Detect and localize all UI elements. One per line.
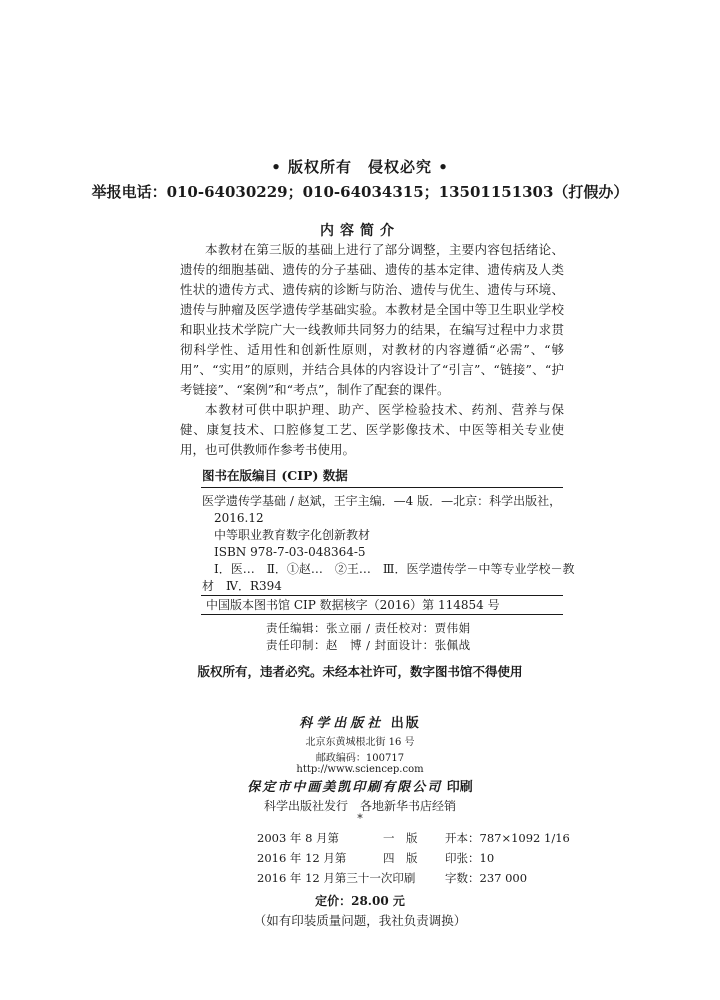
edition-date: 2003 年 8 月第	[257, 831, 340, 845]
edition-date: 2016 年 12 月第	[257, 851, 347, 865]
summary-paragraph: 本教材可供中职护理、助产、医学检验技术、药剂、营养与保健、康复技术、口腔修复工艺、医学影像技术、中医等相关专业使用，也可供教师作参考书使用。	[180, 402, 564, 457]
cip-line: 中等职业教育数字化创新教材	[214, 528, 371, 542]
rights-statement: 版权所有，违者必究。未经本社许可，数字图书馆不得使用	[197, 664, 523, 679]
edition-row	[257, 848, 570, 868]
quality-note: （如有印装质量问题，我社负责调换）	[253, 913, 467, 928]
word-count: 字数：237 000	[445, 871, 528, 885]
separator-star: *	[357, 812, 363, 825]
price: 定价：28.00 元	[315, 894, 405, 908]
publisher-name: 科学出版社	[299, 716, 385, 731]
cip-line: Ⅰ．医… Ⅱ．①赵… ②王… Ⅲ．医学遗传学－中等专业学校－教	[214, 562, 575, 576]
cip-line: 2016.12	[214, 511, 264, 525]
cip-number: 中国版本图书馆 CIP 数据核字（2016）第 114854 号	[206, 598, 500, 612]
printer-action: 印刷	[446, 780, 473, 795]
publisher-address: 北京东黄城根北街 16 号	[305, 737, 415, 748]
edition-number: 四 版	[383, 851, 418, 865]
editor-credits: 责任编辑：张立丽 / 责任校对：贾伟娟	[266, 621, 471, 635]
summary-title: 内容简介	[320, 223, 400, 239]
edition-row	[257, 828, 570, 848]
cip-record	[202, 493, 575, 595]
printer-line	[0, 776, 720, 795]
summary-body	[180, 240, 564, 460]
cip-top-rule	[201, 487, 563, 488]
production-credits: 责任印制：赵 博 / 封面设计：张佩战	[266, 638, 471, 652]
report-phone: 举报电话：010-64030229；010-64034315；13501151303（打假办）	[91, 183, 629, 201]
publisher-line	[0, 712, 720, 731]
edition-number: 一 版	[383, 831, 418, 845]
printer-name: 保定市中画美凯印刷有限公司	[247, 780, 443, 795]
cip-line: ISBN 978-7-03-048364-5	[214, 545, 366, 559]
edition-info	[257, 828, 570, 888]
publisher-website: http://www.sciencep.com	[296, 764, 424, 775]
printing-date: 2016 年 12 月第三十一次印刷	[257, 871, 416, 885]
cip-heading: 图书在版编目 (CIP) 数据	[202, 468, 348, 483]
cip-line: 医学遗传学基础 / 赵斌，王宇主编．—4 版．—北京：科学出版社，	[202, 494, 562, 508]
postal-code: 邮政编码：100717	[315, 753, 405, 764]
edition-row	[257, 868, 570, 888]
summary-paragraph: 本教材在第三版的基础上进行了部分调整，主要内容包括绪论、遗传的细胞基础、遗传的分子基础、遗传的基本定律、遗传病及人类性状的遗传方式、遗传病的诊断与防治、遗传与优生、遗传与环境、遗传与肿瘤及医学遗传学基础实验。本教材是全国中等卫生职业学校和职业技术学院广大一线教师共同努力的结果，在编写过程中力求贯彻科学性、适用性和创新性原则，对教材的内容遵循“必需”、“够用”、“实用”的原则，并结合具体的内容设计了“引言”、“链接”、“护考链接”、“案例”和“考点”，制作了配套的课件。	[180, 242, 564, 397]
cip-line: 材 Ⅳ．R394	[202, 579, 282, 593]
edition-spec: 印张：10	[445, 851, 495, 865]
copyright-notice: • 版权所有 侵权必究 •	[271, 158, 449, 176]
edition-spec: 开本：787×1092 1/16	[445, 831, 570, 845]
distribution-line: 科学出版社发行 各地新华书店经销	[263, 799, 456, 813]
publisher-action: 出版	[390, 716, 421, 731]
cip-bottom-rule	[201, 614, 563, 615]
